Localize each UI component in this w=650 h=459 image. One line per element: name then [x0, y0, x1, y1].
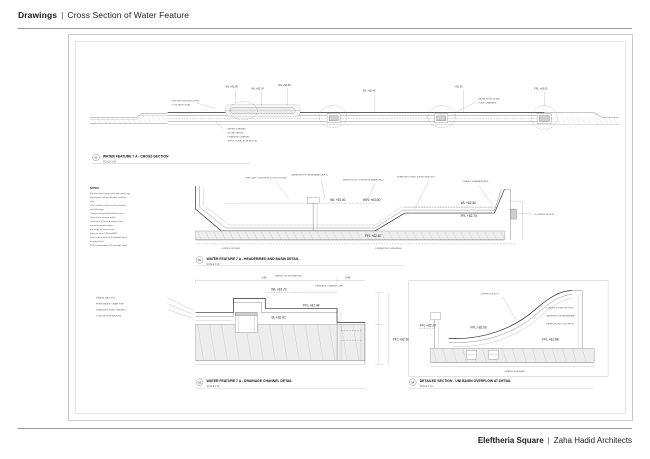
label-wl-8300: WL +83.00 — [330, 198, 346, 203]
drawing-04-tag: 04 — [411, 380, 415, 385]
drawing-sheet — [68, 34, 633, 421]
note-line-10: discharge at lowest point — [89, 228, 115, 231]
notes-title: NOTES — [89, 187, 99, 191]
drawing-04-title: DETAILED SECTION - UNI BASIN OVERFLOW AT DETAIL — [419, 379, 512, 384]
label-waterproof-membrane: WATERPROOF MEMBRANE LAYER — [291, 174, 328, 177]
label-waterproof-membrane-2: WATERPROOF MEMBRANE — [546, 315, 575, 318]
label-concrete-slab: CONCRETE SLAB — [171, 104, 191, 107]
label-ss-grating: STAINLESS STEEL GRATING — [95, 309, 126, 312]
note-line-9: around perimeter edges — [89, 225, 114, 228]
label-drainage-channel: DRAINAGE CHANNEL — [227, 136, 250, 139]
drawing-02-tag: 02 — [198, 258, 202, 263]
label-rc-basin-wall: REINFORCED CONCRETE BASIN WALL — [343, 179, 385, 182]
note-line-2: Waterproof with mm flexible coupling — [89, 197, 126, 200]
drawing-03-scale: SCALE 1:10 — [206, 385, 220, 389]
label-ffl-8219: FFL +82.19 — [419, 323, 436, 328]
header-separator: | — [61, 10, 64, 20]
label-basin-edge: BASIN EDGE DETAIL — [478, 98, 501, 101]
header-category: Drawings — [18, 10, 58, 20]
note-line-5: shelf drainage — [89, 209, 104, 212]
label-wl-8360: WL +83.60 — [278, 83, 291, 87]
note-line-6: Trimmed integrated stainless basin — [89, 213, 124, 216]
label-wl-8250: WL +82.50 — [460, 201, 476, 206]
drawing-04-scale: SCALE 1:10 — [419, 385, 433, 389]
label-8150: +81.50 — [454, 85, 463, 89]
label-reinforced-concrete: REINFORCED CONCRETE — [546, 323, 574, 326]
label-lighting-recess: LIGHTING RECESS — [534, 214, 555, 217]
label-wl-8230: WL +82.30 — [251, 87, 264, 91]
label-compacted-subgrade: COMPACTED SUBGRADE — [374, 247, 402, 250]
footer-office: Zaha Hadid Architects — [553, 436, 632, 445]
page-footer — [18, 428, 632, 445]
footer-project: Eleftheria Square — [477, 436, 544, 445]
dim-040: 0.40 — [345, 276, 351, 280]
page-header — [18, 10, 632, 29]
label-gravel-bed: GRAVEL DRAINAGE BED — [462, 181, 489, 184]
label-drainage-line: DRAINAGE CHANNEL LINE — [315, 285, 344, 288]
drawing-01-title: WATER FEATURE 7 A - CROSS SECTION — [102, 154, 169, 159]
label-wfl-8300: WFL +83.00 — [362, 198, 381, 203]
label-ffl-8200: FFL +82.00 — [470, 325, 487, 330]
note-line-3: seal — [89, 201, 94, 204]
dim-248: 2.48 — [261, 276, 267, 280]
drawing-01-tag: 01 — [94, 155, 98, 160]
drawing-04-group — [409, 281, 608, 388]
sheet-border — [75, 41, 626, 414]
note-line-7: Top-surface waterproofed — [89, 217, 115, 220]
label-ffl-8270: FFL +82.70 — [460, 214, 477, 219]
label-ffl-8240: FFL +82.40 — [364, 233, 382, 238]
label-pump-chamber: PUMP CHAMBER — [478, 102, 497, 105]
footer-separator: | — [547, 436, 550, 445]
label-concrete-surround: CONCRETE SURROUND — [95, 315, 122, 318]
note-line-8: continuous 110mm drainage stack — [89, 221, 124, 224]
label-wl-8390: WL +83.90 — [225, 85, 238, 89]
note-line-4: CNC marble sculpture with waterflow — [89, 205, 126, 208]
label-water-channel: WATER CHANNEL — [227, 128, 247, 131]
label-existing-ground: EXISTING GROUND LEVEL — [171, 100, 200, 103]
label-stone-paving: STONE PAVING — [227, 132, 244, 135]
drawing-02-title: WATER FEATURE 7 A - HEADER/BED AND BASIN DETAIL — [206, 256, 299, 261]
label-gravel-subbase: GRAVEL SUB-BASE — [504, 371, 525, 374]
drawing-02-scale: SCALE 1:20 — [206, 262, 220, 266]
label-curved-stone: CURVED STONE PROFILE — [546, 307, 574, 310]
note-line-1: Pre-tensioned stone joints with steel pegs — [89, 193, 131, 196]
drawing-03-tag: 03 — [198, 380, 202, 385]
label-overflow-weir: OVERFLOW WEIR — [221, 247, 241, 250]
label-ss-bracket: STAINLESS STEEL FIXING BRACKET — [396, 176, 436, 179]
note-line-13: on gravel float — [89, 240, 104, 243]
note-line-14: 15/20 combination LED spotlight head — [89, 244, 127, 247]
label-sl-8262: SL +82.62 — [271, 315, 286, 320]
drawing-03-title: WATER FEATURE 7 A - DRAINAGE CHANNEL DETAIL — [206, 379, 293, 384]
label-overflow-slot: OVERFLOW SLOT — [480, 293, 500, 296]
label-structural-slab: STRUCTURAL SLAB BELOW — [227, 140, 257, 143]
drawing-02-group — [90, 173, 555, 266]
label-ffl-8288: FFL +82.88 — [542, 337, 559, 342]
note-line-11: pump location 'FBL-by-MEP' — [89, 232, 118, 235]
label-paving-mortar: PAVING ON MORTAR BED — [275, 275, 303, 278]
label-wl-8272: WL +82.72 — [271, 287, 287, 292]
drawing-01-group — [90, 83, 619, 164]
note-line-12: Stone sub-sealant LED spotlight head — [89, 236, 127, 239]
drawing-01-scale: SCALE 1:50 — [102, 160, 116, 164]
label-gravel-backfill: GRAVEL BACKFILL — [95, 297, 116, 300]
label-ffl-8230: FFL +82.30 — [392, 337, 410, 342]
drawing-03-group — [96, 275, 409, 388]
label-ffl-8300: FFL +83.00 — [534, 87, 548, 91]
technical-drawing-canvas — [76, 42, 625, 413]
label-ffl-8248: FFL +82.48 — [303, 303, 320, 308]
label-perforated-pipe: PERFORATED DRAIN PIPE — [95, 303, 124, 306]
label-precast-coping: PRE-CAST CONCRETE COPING STONE — [245, 177, 287, 180]
label-wl-8240: WL +82.40 — [362, 89, 376, 93]
page-title: Cross Section of Water Feature — [67, 10, 190, 20]
